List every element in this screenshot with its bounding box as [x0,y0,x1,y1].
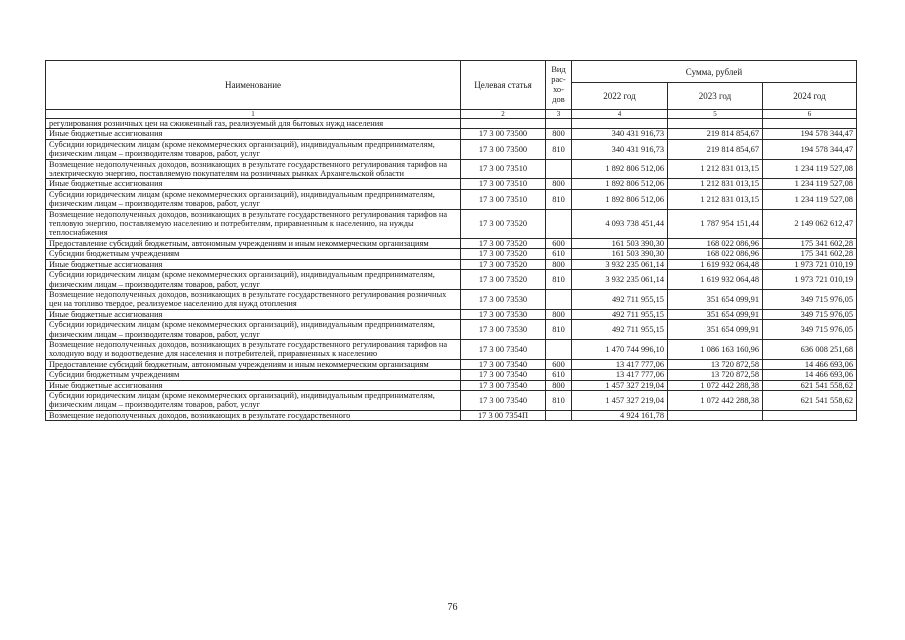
cell-sum-2022: 13 417 777,06 [572,359,668,369]
cell-sum-2024: 2 149 062 612,47 [763,209,857,238]
cell-expense-type [546,289,572,309]
cell-sum-2023: 351 654 099,91 [668,320,763,340]
table-header [46,61,857,119]
cell-sum-2024: 14 466 693,06 [763,370,857,380]
cell-name: Предоставление субсидий бюджетным, автономным учреждениям и иным некоммерческим организациям [46,359,461,369]
cell-target-article: 17 3 00 73520 [461,249,546,259]
table-row [46,289,857,309]
cell-target-article: 17 3 00 73520 [461,259,546,269]
cell-name: Субсидии бюджетным учреждениям [46,249,461,259]
cell-name: Возмещение недополученных доходов, возникающих в результате государственного [46,410,461,420]
header-sum-group: Сумма, рублей [572,61,857,83]
table-row [46,309,857,319]
cell-sum-2023: 351 654 099,91 [668,289,763,309]
cell-target-article: 17 3 00 73530 [461,289,546,309]
cell-sum-2024: 1 234 119 527,08 [763,159,857,179]
cell-sum-2023: 1 072 442 288,38 [668,380,763,390]
cell-sum-2024 [763,410,857,420]
table-row [46,270,857,290]
cell-expense-type: 800 [546,179,572,189]
cell-target-article: 17 3 00 73510 [461,189,546,209]
header-name: Наименование [46,61,461,110]
cell-expense-type [546,119,572,129]
cell-expense-type: 800 [546,309,572,319]
cell-sum-2024: 349 715 976,05 [763,309,857,319]
cell-sum-2023: 1 212 831 013,15 [668,189,763,209]
cell-sum-2022: 340 431 916,73 [572,139,668,159]
cell-name: Субсидии юридическим лицам (кроме некоммерческих организаций), индивидуальным предпринимателям, физическим лицам – производителям товаров, работ, услуг [46,270,461,290]
cell-sum-2022: 1 892 806 512,06 [572,179,668,189]
cell-sum-2022: 492 711 955,15 [572,320,668,340]
cell-name: Возмещение недополученных доходов, возникающих в результате государственного регулирования тарифов на холодную воду и водоотведение для населения и потребителей, приравненных к населению [46,339,461,359]
cell-sum-2023: 219 814 854,67 [668,139,763,159]
cell-target-article: 17 3 00 73540 [461,370,546,380]
column-number: 5 [668,110,763,119]
cell-name: Предоставление субсидий бюджетным, автономным учреждениям и иным некоммерческим организациям [46,238,461,248]
cell-target-article: 17 3 00 73520 [461,270,546,290]
cell-sum-2024: 1 234 119 527,08 [763,189,857,209]
cell-target-article: 17 3 00 73540 [461,380,546,390]
cell-sum-2022: 492 711 955,15 [572,309,668,319]
column-number: 3 [546,110,572,119]
cell-sum-2023: 1 619 932 064,48 [668,270,763,290]
table-row [46,159,857,179]
cell-sum-2023: 168 022 086,96 [668,238,763,248]
cell-target-article: 17 3 00 73510 [461,179,546,189]
cell-name: Иные бюджетные ассигнования [46,259,461,269]
cell-name: Возмещение недополученных доходов, возникающих в результате государственного регулирования тарифов на электрическую энергию, поставляемую покупателям на розничных рынках Архангельской области [46,159,461,179]
cell-name: Субсидии юридическим лицам (кроме некоммерческих организаций), индивидуальным предпринимателям, физическим лицам – производителям товаров, работ, услуг [46,139,461,159]
cell-sum-2023: 1 787 954 151,44 [668,209,763,238]
cell-name: Субсидии бюджетным учреждениям [46,370,461,380]
header-year-2022: 2022 год [572,83,668,110]
cell-sum-2024: 194 578 344,47 [763,139,857,159]
cell-sum-2022: 1 457 327 219,04 [572,390,668,410]
table-row [46,119,857,129]
table-row [46,189,857,209]
table-row [46,209,857,238]
table-row [46,259,857,269]
cell-sum-2022: 1 457 327 219,04 [572,380,668,390]
cell-sum-2024: 194 578 344,47 [763,129,857,139]
cell-sum-2024: 175 341 602,28 [763,238,857,248]
cell-sum-2022: 3 932 235 061,14 [572,270,668,290]
cell-sum-2024: 621 541 558,62 [763,380,857,390]
column-number: 1 [46,110,461,119]
cell-expense-type [546,410,572,420]
cell-expense-type [546,339,572,359]
cell-sum-2024: 14 466 693,06 [763,359,857,369]
table-row [46,179,857,189]
table-row [46,359,857,369]
cell-expense-type [546,159,572,179]
cell-name: Возмещение недополученных доходов, возникающих в результате государственного регулирования розничных цен на топливо твердое, реализуемое населению для нужд отопления [46,289,461,309]
cell-target-article: 17 3 00 7354П [461,410,546,420]
cell-sum-2022: 161 503 390,30 [572,238,668,248]
budget-table [45,60,857,421]
table-row [46,380,857,390]
cell-expense-type: 600 [546,238,572,248]
cell-sum-2023: 1 212 831 013,15 [668,159,763,179]
cell-name: Иные бюджетные ассигнования [46,380,461,390]
cell-sum-2022: 3 932 235 061,14 [572,259,668,269]
cell-target-article: 17 3 00 73500 [461,129,546,139]
cell-target-article: 17 3 00 73520 [461,209,546,238]
column-number-row [46,110,857,119]
cell-target-article [461,119,546,129]
cell-target-article: 17 3 00 73510 [461,159,546,179]
table-row [46,390,857,410]
table-row [46,238,857,248]
cell-sum-2022: 492 711 955,15 [572,289,668,309]
table-row [46,370,857,380]
cell-name: Возмещение недополученных доходов, возникающих в результате государственного регулирования тарифов на тепловую энергию, поставляемую населению и потребителям, приравненным к населению, на нужды теплоснабжения [46,209,461,238]
cell-expense-type: 810 [546,139,572,159]
header-expense-type: Вид рас- хо- дов [546,61,572,110]
cell-expense-type: 810 [546,390,572,410]
cell-sum-2022: 1 470 744 996,10 [572,339,668,359]
table-row [46,129,857,139]
cell-target-article: 17 3 00 73540 [461,359,546,369]
cell-sum-2022: 1 892 806 512,06 [572,189,668,209]
cell-target-article: 17 3 00 73500 [461,139,546,159]
cell-expense-type: 600 [546,359,572,369]
cell-sum-2023 [668,410,763,420]
cell-sum-2022: 161 503 390,30 [572,249,668,259]
column-number: 2 [461,110,546,119]
table-row [46,339,857,359]
cell-expense-type [546,209,572,238]
cell-name: Субсидии юридическим лицам (кроме некоммерческих организаций), индивидуальным предпринимателям, физическим лицам – производителям товаров, работ, услуг [46,189,461,209]
cell-sum-2024: 1 234 119 527,08 [763,179,857,189]
header-year-2023: 2023 год [668,83,763,110]
cell-name: Иные бюджетные ассигнования [46,179,461,189]
cell-expense-type: 810 [546,189,572,209]
cell-sum-2024: 621 541 558,62 [763,390,857,410]
cell-expense-type: 800 [546,129,572,139]
cell-expense-type: 610 [546,370,572,380]
cell-sum-2023: 351 654 099,91 [668,309,763,319]
cell-name: Субсидии юридическим лицам (кроме некоммерческих организаций), индивидуальным предпринимателям, физическим лицам – производителям товаров, работ, услуг [46,320,461,340]
cell-sum-2023: 13 720 872,58 [668,370,763,380]
cell-sum-2023: 219 814 854,67 [668,129,763,139]
header-year-2024: 2024 год [763,83,857,110]
column-number: 6 [763,110,857,119]
table-row [46,249,857,259]
cell-sum-2023: 13 720 872,58 [668,359,763,369]
cell-sum-2024: 1 973 721 010,19 [763,270,857,290]
cell-target-article: 17 3 00 73520 [461,238,546,248]
cell-expense-type: 800 [546,380,572,390]
cell-sum-2023: 1 619 932 064,48 [668,259,763,269]
cell-sum-2024: 175 341 602,28 [763,249,857,259]
table-row [46,410,857,420]
page-number: 76 [447,602,458,613]
cell-name: регулирования розничных цен на сжиженный газ, реализуемый для бытовых нужд населения [46,119,461,129]
cell-sum-2023 [668,119,763,129]
cell-target-article: 17 3 00 73540 [461,390,546,410]
cell-sum-2024: 349 715 976,05 [763,289,857,309]
cell-sum-2022: 340 431 916,73 [572,129,668,139]
cell-name: Субсидии юридическим лицам (кроме некоммерческих организаций), индивидуальным предпринимателям, физическим лицам – производителям товаров, работ, услуг [46,390,461,410]
cell-expense-type: 810 [546,270,572,290]
cell-sum-2024 [763,119,857,129]
cell-sum-2022 [572,119,668,129]
cell-sum-2024: 349 715 976,05 [763,320,857,340]
cell-sum-2024: 1 973 721 010,19 [763,259,857,269]
cell-sum-2022: 13 417 777,06 [572,370,668,380]
table-row [46,320,857,340]
header-target-article: Целевая статья [461,61,546,110]
cell-expense-type: 800 [546,259,572,269]
cell-sum-2022: 4 093 738 451,44 [572,209,668,238]
cell-sum-2023: 1 072 442 288,38 [668,390,763,410]
cell-expense-type: 810 [546,320,572,340]
table-row [46,139,857,159]
column-number: 4 [572,110,668,119]
cell-name: Иные бюджетные ассигнования [46,309,461,319]
cell-name: Иные бюджетные ассигнования [46,129,461,139]
cell-target-article: 17 3 00 73530 [461,320,546,340]
cell-sum-2024: 636 008 251,68 [763,339,857,359]
cell-sum-2022: 1 892 806 512,06 [572,159,668,179]
cell-sum-2023: 1 212 831 013,15 [668,179,763,189]
cell-sum-2023: 168 022 086,96 [668,249,763,259]
cell-sum-2023: 1 086 163 160,96 [668,339,763,359]
cell-sum-2022: 4 924 161,78 [572,410,668,420]
cell-target-article: 17 3 00 73540 [461,339,546,359]
cell-target-article: 17 3 00 73530 [461,309,546,319]
cell-expense-type: 610 [546,249,572,259]
table-body [46,119,857,421]
